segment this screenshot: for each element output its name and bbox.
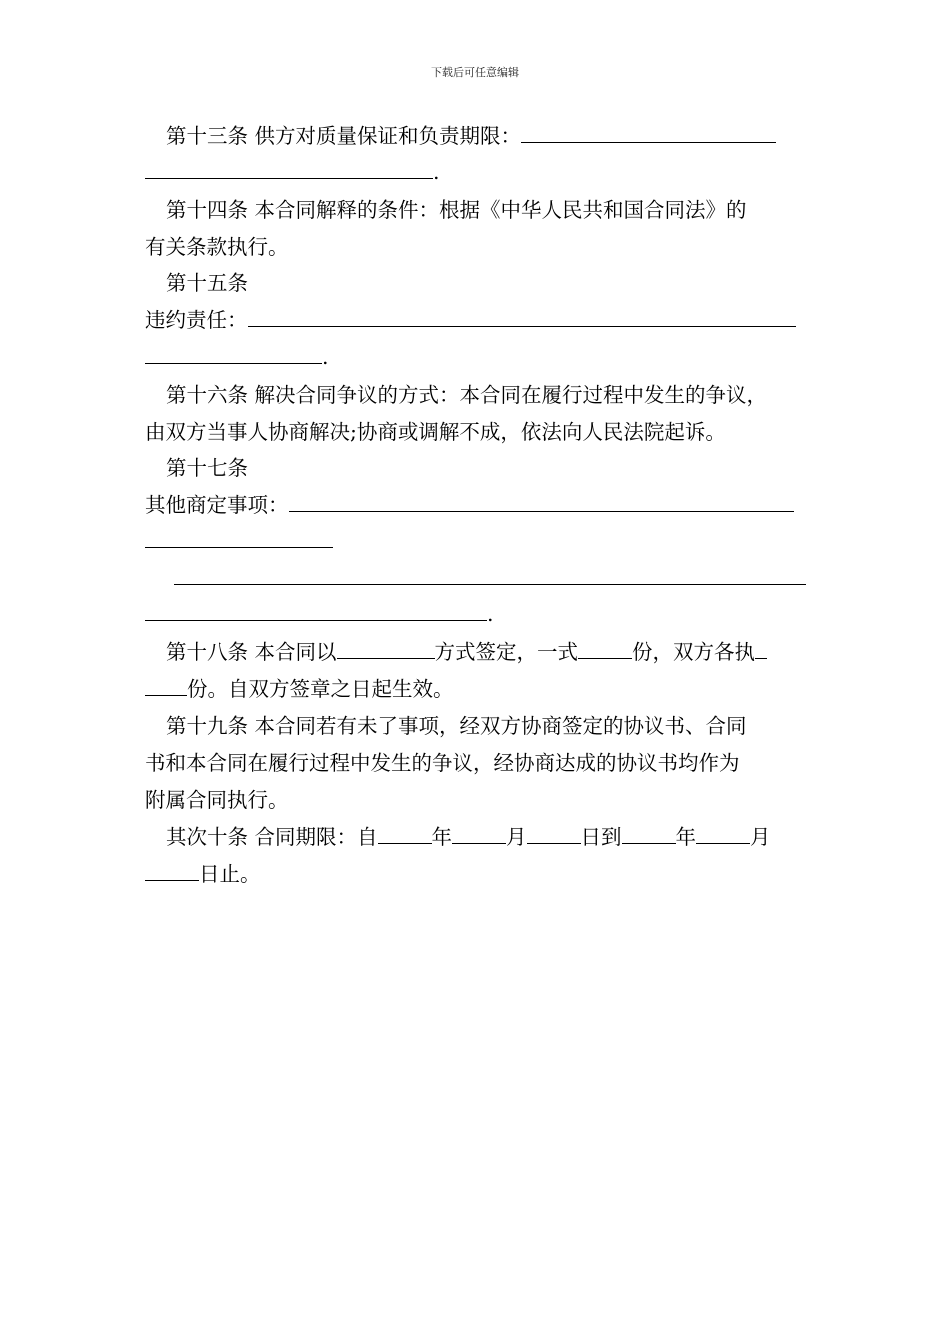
clause-14-line-1: 第十四条 本合同解释的条件：根据《中华人民共和国合同法》的 — [166, 198, 747, 222]
other-matters-blank-3 — [174, 564, 806, 585]
year-label-2: 年 — [675, 825, 697, 849]
clause-17-line — [145, 491, 794, 519]
clause-18-text-b: 方式签定，一式 — [434, 640, 579, 664]
end-year-blank — [622, 823, 676, 844]
end-month-blank — [696, 823, 750, 844]
start-day-blank — [527, 823, 581, 844]
breach-liability-blank-2 — [145, 343, 322, 364]
other-matters-blank-2 — [145, 527, 333, 548]
each-party-copies-blank-2 — [145, 675, 187, 696]
clause-17-continuation-3 — [145, 600, 494, 628]
start-year-blank — [378, 823, 432, 844]
clause-17-heading: 第十七条 — [166, 456, 248, 480]
clause-14-line-2: 有关条款执行。 — [145, 235, 289, 259]
clause-15-heading: 第十五条 — [166, 271, 248, 295]
clause-13-text: 第十三条 供方对质量保证和负责期限： — [166, 124, 522, 148]
clause-16-line-1: 第十六条 解决合同争议的方式：本合同在履行过程中发生的争议， — [166, 383, 768, 407]
page-header: 下载后可任意编辑 — [431, 66, 519, 79]
month-label-2: 月 — [750, 825, 771, 849]
clause-17-continuation-2 — [174, 564, 806, 592]
clause-18-text-a: 第十八条 本合同以 — [166, 640, 337, 664]
clause-16-line-2: 由双方当事人协商解决;协商或调解不成，依法向人民法院起诉。 — [145, 420, 726, 444]
other-matters-label: 其他商定事项： — [145, 493, 289, 517]
clause-19-line-3: 附属合同执行。 — [145, 788, 289, 812]
quality-period-blank — [521, 122, 776, 143]
clause-18-line-1 — [166, 638, 767, 666]
clause-18-text-c: 份，双方各执 — [632, 640, 756, 664]
clause-19-line-2: 书和本合同在履行过程中发生的争议，经协商达成的协议书均作为 — [145, 751, 740, 775]
other-matters-blank — [289, 491, 794, 512]
clause-18-text-d: 份。自双方签章之日起生效。 — [187, 677, 454, 701]
clause-15-continuation — [145, 343, 329, 371]
month-label-1: 月 — [506, 825, 527, 849]
clause-18-line-2 — [145, 675, 454, 703]
clause-20-end-text: 日止。 — [199, 862, 261, 886]
clause-19-line-1: 第十九条 本合同若有未了事项，经双方协商签定的协议书、合同 — [166, 714, 747, 738]
copies-blank — [578, 638, 632, 659]
clause-20-line-1 — [166, 823, 771, 851]
clause-20-text-a: 其次十条 合同期限：自 — [166, 825, 378, 849]
clause-13-continuation — [145, 158, 440, 186]
quality-period-blank-2 — [145, 158, 433, 179]
each-party-copies-blank — [755, 638, 767, 659]
day-to-label: 日到 — [580, 825, 622, 849]
year-label-1: 年 — [431, 825, 453, 849]
clause-13-line — [166, 122, 776, 150]
clause-20-line-2 — [145, 860, 261, 888]
clause-17-period: . — [487, 602, 494, 626]
end-day-blank — [145, 860, 199, 881]
clause-15-line — [145, 306, 796, 334]
breach-liability-label: 违约责任： — [145, 308, 248, 332]
clause-13-period: . — [433, 160, 440, 184]
other-matters-blank-4 — [145, 600, 487, 621]
breach-liability-blank — [248, 306, 796, 327]
clause-17-continuation-1 — [145, 527, 333, 555]
clause-15-period: . — [322, 345, 329, 369]
start-month-blank — [452, 823, 506, 844]
signing-method-blank — [337, 638, 435, 659]
